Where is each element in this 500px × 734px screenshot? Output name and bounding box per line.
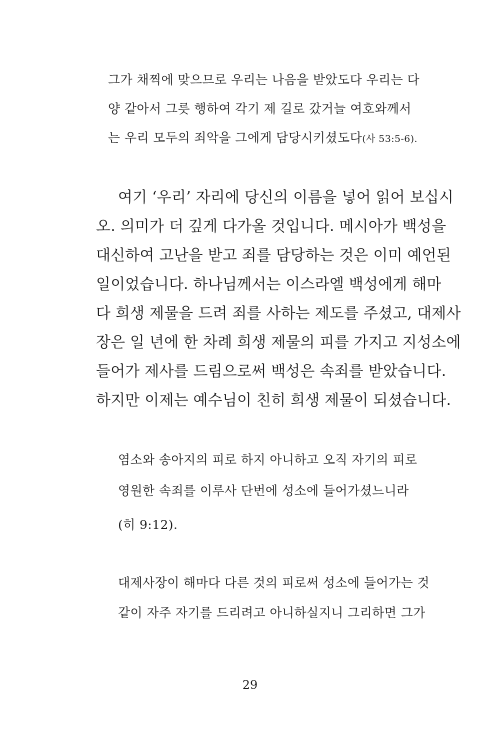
- paragraph-line: 다 희생 제물을 드려 죄를 사하는 제도를 주셨고, 대제사: [96, 304, 461, 322]
- paragraph-line: 일이었습니다. 하나님께서는 이스라엘 백성에게 해마: [96, 275, 442, 293]
- paragraph-line: 오. 의미가 더 깊게 다가올 것입니다. 메시아가 백성을: [96, 217, 447, 235]
- quote-line: [108, 128, 418, 146]
- paragraph-line: 대신하여 고난을 받고 죄를 담당하는 것은 이미 예언된: [96, 246, 452, 264]
- paragraph-line: 여기 ‘우리’ 자리에 당신의 이름을 넣어 읽어 보십시: [118, 188, 454, 206]
- scripture-reference: (히 9:12).: [118, 517, 178, 532]
- quote-line: 같이 자주 자기를 드리려고 아니하실지니 그리하면 그가: [118, 605, 426, 620]
- quote-line: 양 같아서 그릇 행하여 각기 제 길로 갔거늘 여호와께서: [108, 101, 412, 116]
- quote-text: 는 우리 모두의 죄악을 그에게 담당시키셨도다: [108, 130, 363, 145]
- scripture-reference: (사 53:5-6).: [362, 134, 418, 145]
- paragraph-line: 들어가 제사를 드림으로써 백성은 속죄를 받았습니다.: [96, 362, 447, 380]
- page-number: 29: [242, 678, 258, 692]
- paragraph-line: 하지만 이제는 예수님이 친히 희생 제물이 되셨습니다.: [96, 391, 452, 409]
- paragraph-line: 장은 일 년에 한 차례 희생 제물의 피를 가지고 지성소에: [96, 333, 461, 351]
- quote-line: 그가 채찍에 맞으므로 우리는 나음을 받았도다 우리는 다: [108, 72, 420, 87]
- quote-line: 대제사장이 해마다 다른 것의 피로써 성소에 들어가는 것: [118, 575, 430, 590]
- quote-line: 영원한 속죄를 이루사 단번에 성소에 들어가셨느니라: [118, 483, 409, 498]
- quote-line: 염소와 송아지의 피로 하지 아니하고 오직 자기의 피로: [118, 452, 418, 467]
